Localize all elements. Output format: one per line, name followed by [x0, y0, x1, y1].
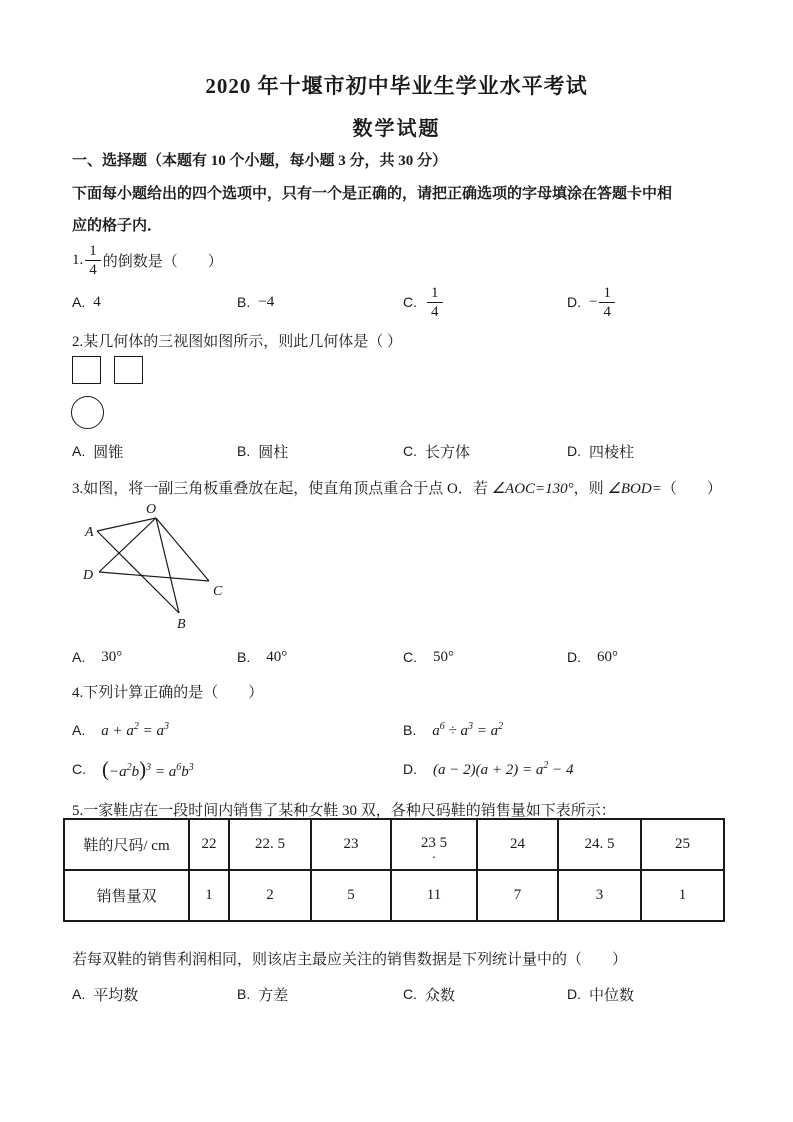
q3-option-c: C. 50° — [403, 648, 454, 665]
section-heading: 一、选择题（本题有 10 个小题，每小题 3 分，共 30 分） — [72, 153, 448, 169]
top-view-circle — [71, 396, 104, 429]
question-1-text: 的倒数是（ ） — [102, 253, 223, 270]
q5-option-d: D. 中位数 — [567, 986, 635, 1004]
sales-cell: 1 — [189, 870, 229, 921]
q1-option-a: A. 4 — [72, 293, 101, 310]
triangle-rulers-diagram — [75, 502, 315, 637]
question-1 — [72, 240, 223, 280]
q1-option-d: D. − $\frac{1}{4}$ — [567, 281, 617, 323]
angle-bod: ∠BOD — [607, 481, 652, 497]
q5-option-c: C. 众数 — [403, 986, 456, 1004]
q4-option-c: C. $(-a^2b)^3 = a^6b^3$ — [72, 756, 194, 781]
size-cell: 23 — [311, 819, 391, 870]
question-4-options-row-2 — [72, 752, 732, 786]
q2-option-b: B. 圆柱 — [237, 443, 289, 461]
q4-option-a: A. $a + a^2 = a^3$ — [72, 720, 169, 739]
question-3-options — [72, 644, 732, 670]
label-O: O — [145, 502, 157, 517]
sales-table-wrap — [63, 818, 725, 922]
size-cell: 24. 5 — [558, 819, 641, 870]
q3-option-b: B. 40° — [237, 648, 288, 665]
table-row-sizes — [64, 819, 724, 870]
label-A: A — [85, 525, 94, 540]
fraction: $\frac{1}{4}$ — [427, 284, 443, 321]
question-1-stem — [72, 240, 223, 280]
question-3: 3.如图，将一副三角板重叠放在起，使直角顶点重合于点 O．若 ∠AOC=130°，则 ∠BOD=（ ） — [72, 481, 722, 497]
q1-option-b: B. −4 — [237, 293, 275, 310]
question-5: 5.一家鞋店在一段时间内销售了某种女鞋 30 双，各种尺码鞋的销售量如下表所示： — [72, 803, 616, 819]
size-cell: 22 — [189, 819, 229, 870]
q2-option-c: C. 长方体 — [403, 443, 471, 461]
label-C: C — [213, 584, 223, 599]
instruction-line-2: 应的格子内． — [72, 218, 163, 234]
q4-option-b: B. $a^6 \div a^3 = a^2$ — [403, 720, 504, 739]
q1-option-c: C. $\frac{1}{4}$ — [403, 281, 445, 323]
sales-table — [63, 818, 725, 922]
sales-cell: 7 — [477, 870, 558, 921]
sales-cell: 2 — [229, 870, 311, 921]
side-view-square — [114, 356, 143, 384]
question-5-continued: 若每双鞋的销售利润相同，则该店主最应关注的销售数据是下列统计量中的（ ） — [72, 952, 628, 968]
size-cell-split: 23 5 . — [391, 819, 477, 870]
q4-option-d: D. $(a - 2)(a + 2) = a^2 - 4$ — [403, 759, 574, 778]
q3-option-a: A. 30° — [72, 648, 123, 665]
sales-cell: 11 — [391, 870, 477, 921]
q2-option-a: A. 圆锥 — [72, 443, 124, 461]
size-cell: 22. 5 — [229, 819, 311, 870]
sales-cell: 1 — [641, 870, 724, 921]
table-row-sales — [64, 870, 724, 921]
question-2-options — [72, 438, 732, 464]
question-1-options — [72, 281, 732, 323]
instruction-line-1: 下面每小题给出的四个选项中，只有一个是正确的，请把正确选项的字母填涂在答题卡中相 — [72, 186, 673, 202]
q3-figure — [75, 502, 315, 642]
fraction: $\frac{1}{4}$ — [85, 242, 101, 279]
label-D: D — [83, 568, 94, 583]
question-5-options — [72, 981, 732, 1007]
fraction: $\frac{1}{4}$ — [599, 284, 615, 321]
sales-cell: 5 — [311, 870, 391, 921]
question-4-options-row-1 — [72, 714, 732, 746]
question-1-number: 1. — [72, 251, 84, 268]
angle-aoc: ∠AOC — [491, 481, 536, 497]
question-2: 2.某几何体的三视图如图所示，则此几何体是（ ） — [72, 334, 403, 350]
sales-header-cell: 销售量双 — [64, 870, 189, 921]
sales-cell: 3 — [558, 870, 641, 921]
question-4: 4.下列计算正确的是（ ） — [72, 685, 264, 701]
size-header-cell: 鞋的尺码/ cm — [64, 819, 189, 870]
q3-option-d: D. 60° — [567, 648, 618, 665]
exam-subtitle: 数学试题 — [352, 118, 441, 140]
size-cell: 24 — [477, 819, 558, 870]
size-cell: 25 — [641, 819, 724, 870]
q5-option-a: A. 平均数 — [72, 986, 139, 1004]
q5-option-b: B. 方差 — [237, 986, 289, 1004]
front-view-square — [72, 356, 101, 384]
q2-option-d: D. 四棱柱 — [567, 443, 635, 461]
exam-title: 2020 年十堰市初中毕业生学业水平考试 — [205, 74, 588, 98]
label-B: B — [177, 617, 186, 632]
